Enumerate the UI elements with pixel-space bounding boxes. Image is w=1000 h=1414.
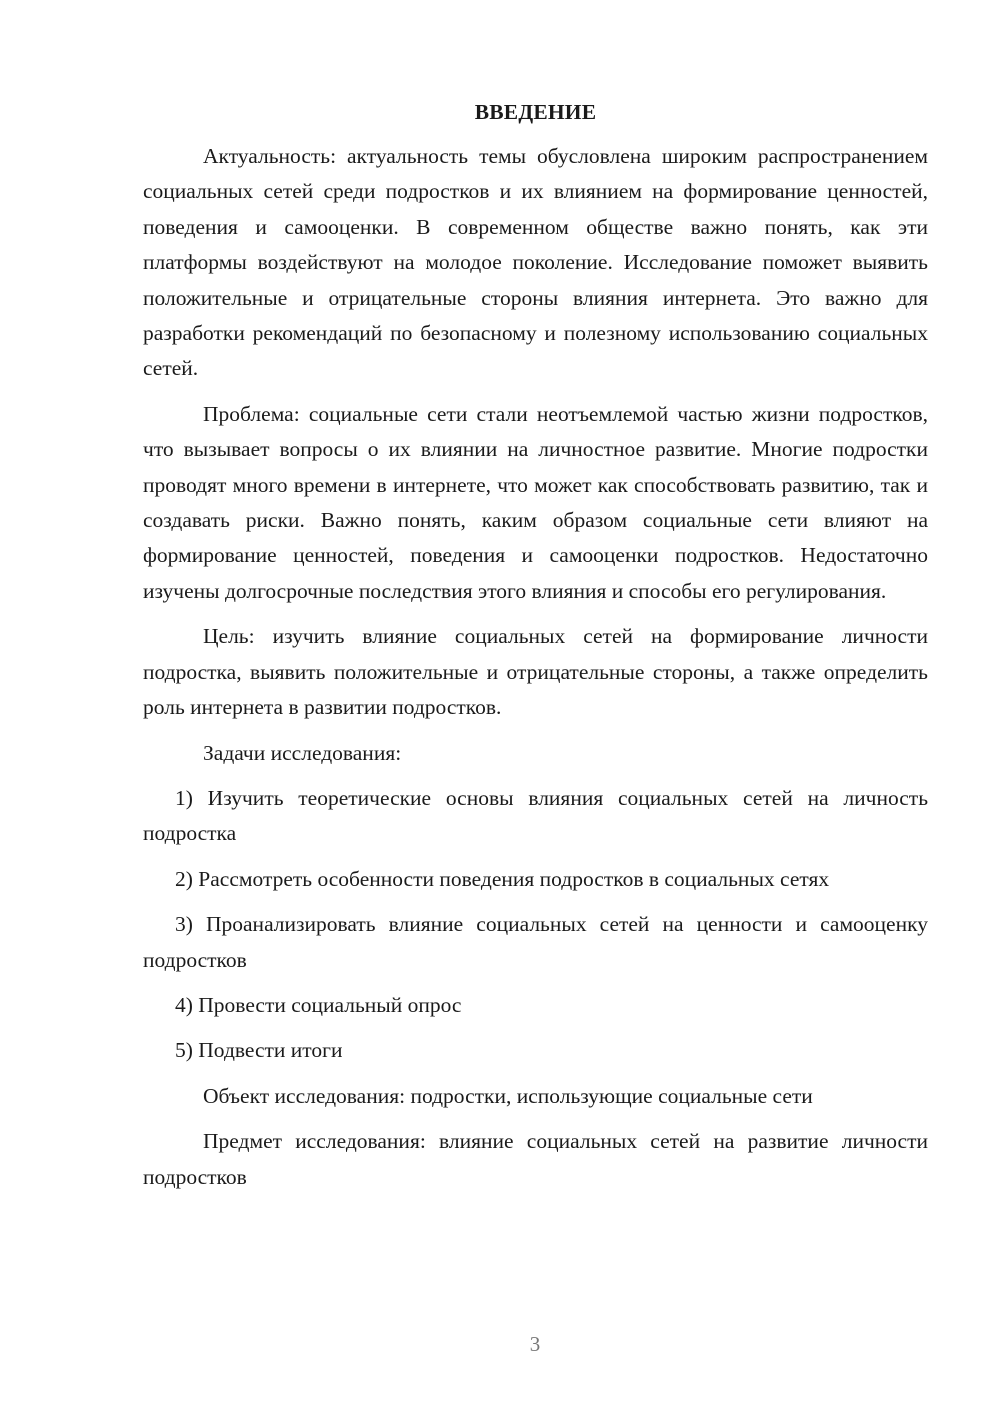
goal-paragraph: Цель: изучить влияние социальных сетей на формирование личности подростка, выявить положительные и отрицательные стороны, а также определить роль интернета в развитии подростков.	[143, 624, 928, 720]
task-item-5: 5) Подвести итоги	[175, 1038, 343, 1063]
page-number: 3	[529, 1332, 541, 1356]
problem-paragraph: Проблема: социальные сети стали неотъемлемой частью жизни подростков, что вызывает вопросы о их влиянии на личностное развитие. Многие подростки проводят много времени в интернете, что может как способствовать развитию, так и создавать риски. Важно понять, каким образом социальные сети влияют на формирование ценностей, поведения и самооценки подростков. Недостаточно изучены долгосрочные последствия этого влияния и способы его регулирования.	[143, 401, 928, 603]
task-item-2: 2) Рассмотреть особенности поведения подростков в социальных сетях	[175, 866, 830, 891]
task-item-4: 4) Провести социальный опрос	[175, 992, 462, 1017]
object-paragraph: Объект исследования: подростки, использующие социальные сети	[203, 1083, 813, 1108]
document-body	[143, 95, 928, 1205]
section-title: ВВЕДЕНИЕ	[474, 100, 597, 124]
subject-paragraph: Предмет исследования: влияние социальных сетей на развитие личности подростков	[143, 1129, 928, 1189]
tasks-heading: Задачи исследования:	[203, 740, 402, 765]
task-item-3: 3) Проанализировать влияние социальных сетей на ценности и самооценку подростков	[143, 912, 928, 972]
relevance-paragraph: Актуальность: актуальность темы обусловлена широким распространением социальных сетей среди подростков и их влиянием на формирование ценностей, поведения и самооценки. В современном обществе важно понять, как эти платформы воздействуют на молодое поколение. Исследование поможет выявить положительные и отрицательные стороны влияния интернета. Это важно для разработки рекомендаций по безопасному и полезному использованию социальных сетей.	[143, 144, 928, 381]
task-item-1: 1) Изучить теоретические основы влияния социальных сетей на личность подростка	[143, 785, 928, 846]
